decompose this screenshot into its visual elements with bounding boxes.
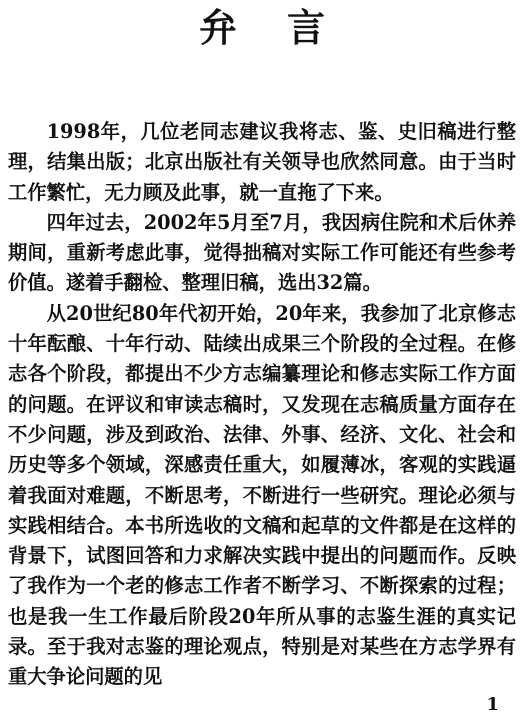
body-text (8, 117, 516, 693)
paragraph-3: 从20世纪80年代初开始，20年来，我参加了北京修志十年酝酿、十年行动、陆续出成果三个阶段的全过程。在修志各个阶段，都提出不少方志编纂理论和修志实际工作方面的问题。在评议和审读志稿时，又发现在志稿质量方面存在不少问题，涉及到政治、法律、外事、经济、文化、社会和历史等多个领域，深感责任重大，如履薄冰，客观的实践逼着我面对难题，不断思考，不断进行一些研究。理论必须与实践相结合。本书所选收的文稿和起草的文件都是在这样的背景下，试图回答和力求解决实践中提出的问题而作。反映了我作为一个老的修志工作者不断学习、不断探索的过程；也是我一生工作最后阶段20年所从事的志鉴生涯的真实记录。至于我对志鉴的理论观点，特别是对某些在方志学界有重大争论问题的见 (8, 301, 516, 689)
page-number: 1 (486, 694, 499, 715)
paragraph-1: 1998年，几位老同志建议我将志、鉴、史旧稿进行整理，结集出版；北京出版社有关领导也欣然同意。由于当时工作繁忙，无力顾及此事，就一直拖了下来。 (8, 120, 516, 204)
page-title: 弁言 (198, 5, 375, 50)
paragraph-2: 四年过去，2002年5月至7月，我因病住院和术后休养期间，重新考虑此事，觉得拙稿对实际工作可能还有些参考价值。遂着手翻检、整理旧稿，选出32篇。 (8, 210, 516, 295)
